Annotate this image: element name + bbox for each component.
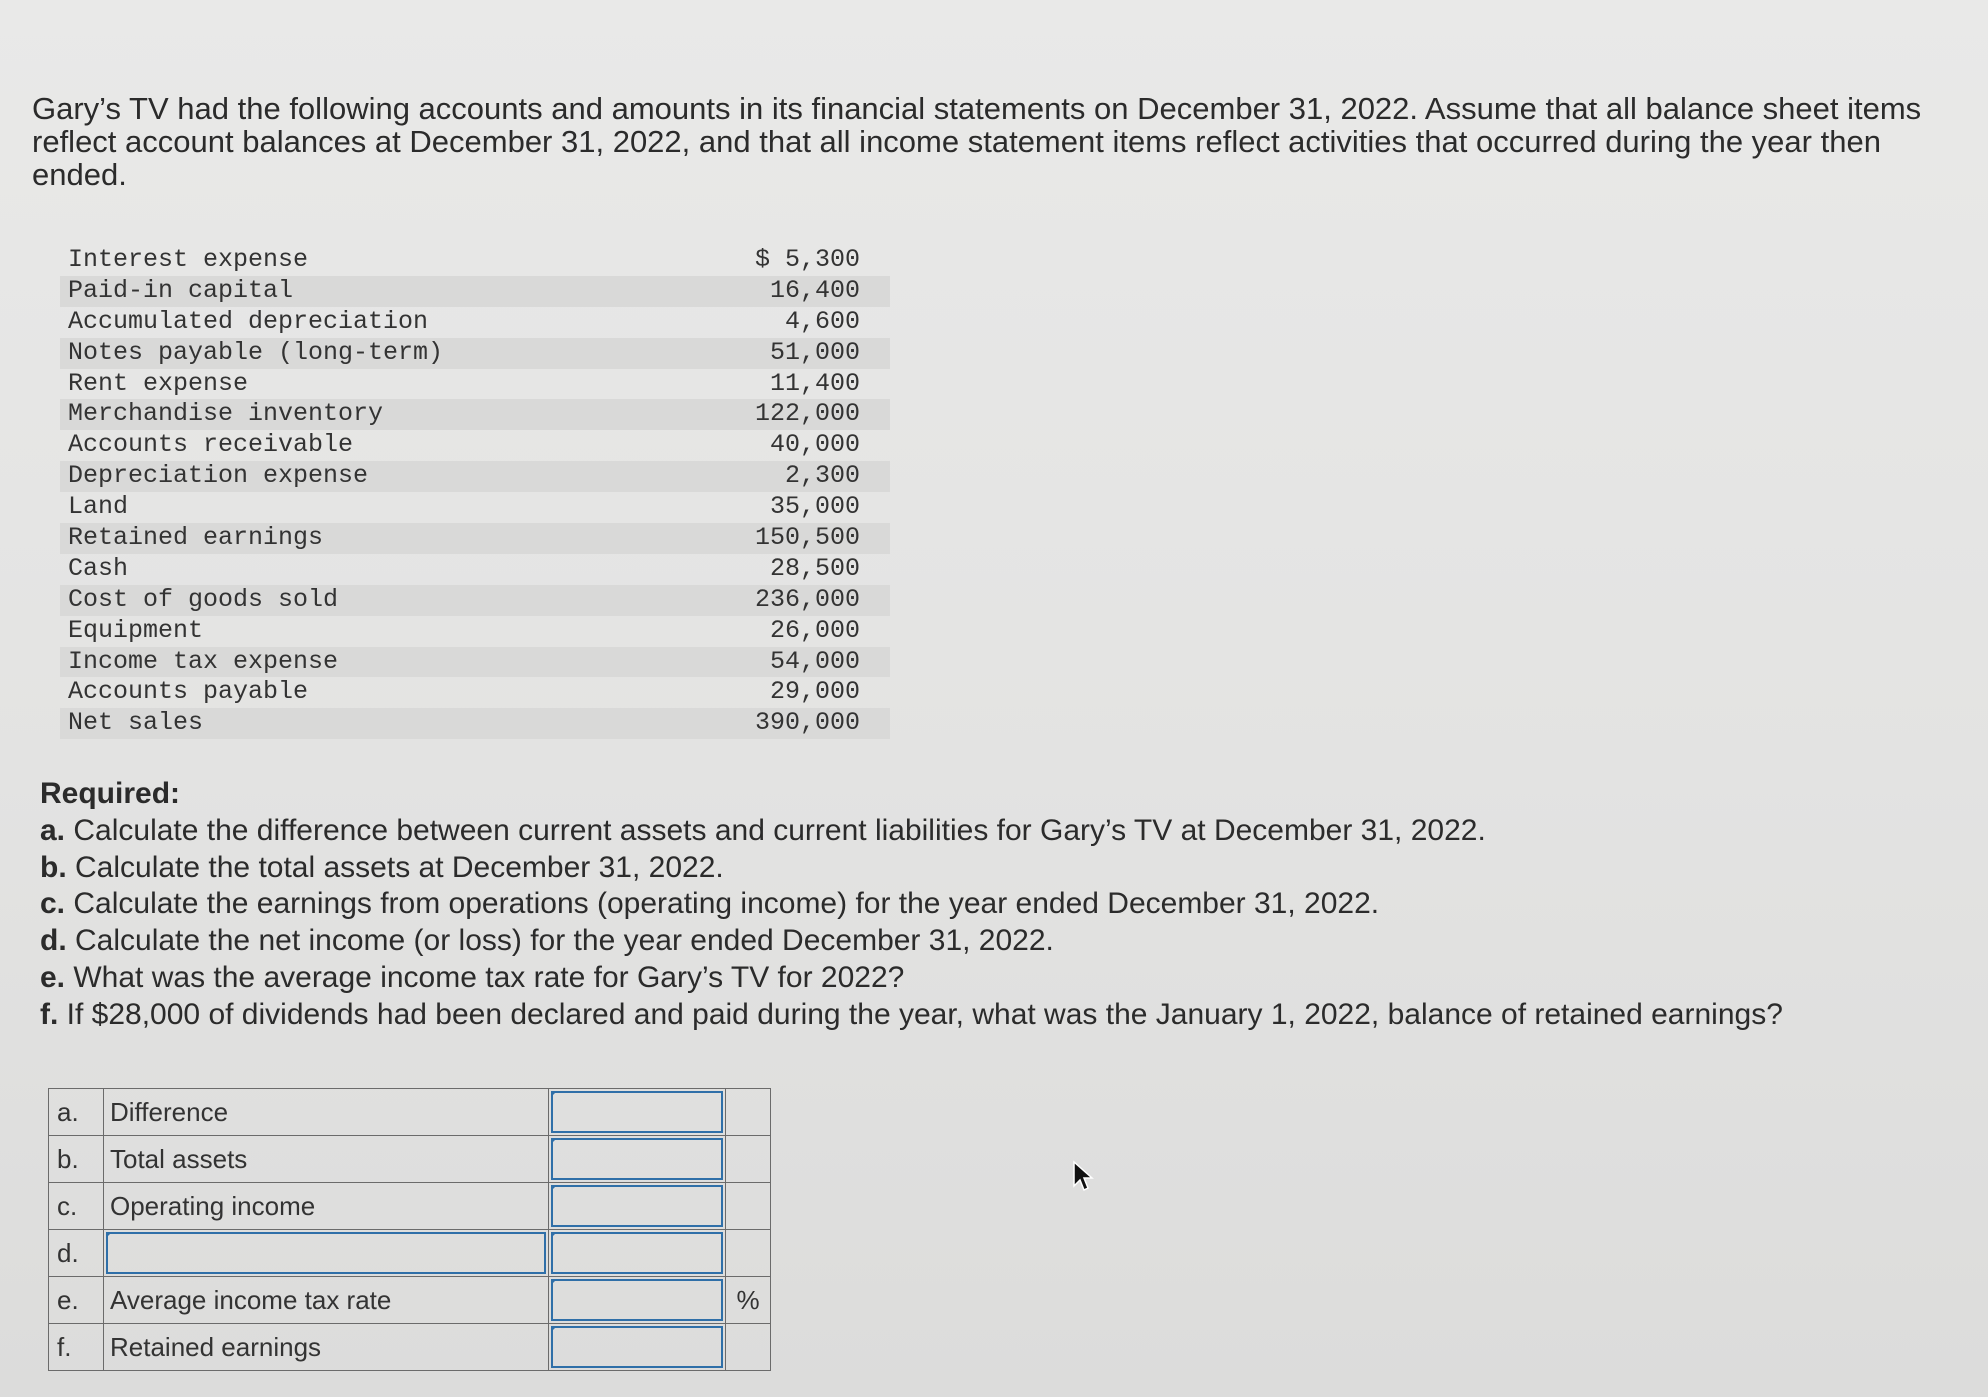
- answer-row-c: [49, 1183, 771, 1230]
- account-amount: 150,500: [754, 523, 860, 553]
- answer-unit: [726, 1230, 771, 1277]
- input-box[interactable]: [551, 1232, 723, 1274]
- answer-row-e: [49, 1277, 771, 1324]
- answer-unit: [726, 1324, 771, 1371]
- requirement-text: Calculate the total assets at December 31, 2022.: [66, 850, 724, 884]
- account-row: [60, 523, 890, 554]
- requirement-text: What was the average income tax rate for Gary’s TV for 2022?: [65, 960, 905, 994]
- account-amount: 54,000: [769, 646, 860, 676]
- input-marker-icon: [551, 1232, 557, 1238]
- requirement-item: [40, 886, 1960, 923]
- requirement-letter: b.: [40, 850, 67, 884]
- label-box[interactable]: [106, 1232, 546, 1274]
- account-row: [60, 338, 890, 369]
- input-marker-icon: [551, 1279, 557, 1285]
- net-income-input[interactable]: [549, 1230, 726, 1277]
- account-name: Accounts payable: [68, 677, 309, 707]
- account-row: [60, 245, 890, 276]
- answer-letter: c.: [49, 1183, 104, 1230]
- account-name: Merchandise inventory: [68, 399, 384, 429]
- operating-income-input[interactable]: [549, 1183, 726, 1230]
- input-marker-icon: [551, 1185, 557, 1191]
- input-box[interactable]: [551, 1326, 723, 1368]
- answer-letter: e.: [49, 1277, 104, 1324]
- account-amount: 236,000: [754, 584, 860, 614]
- requirement-letter: e.: [40, 960, 66, 994]
- requirement-text: Calculate the difference between current assets and current liabilities for Gary’s TV at December 31, 2022.: [65, 813, 1486, 847]
- requirement-item: [40, 850, 1960, 887]
- retained-earnings-input[interactable]: [549, 1324, 726, 1371]
- account-amount: 2,300: [784, 461, 860, 491]
- account-amount: $ 5,300: [754, 245, 860, 274]
- account-amount: 29,000: [769, 677, 860, 707]
- percent-unit: %: [726, 1277, 771, 1324]
- account-row: [60, 461, 890, 492]
- input-marker-icon: [551, 1091, 557, 1097]
- requirement-letter: a.: [40, 813, 66, 847]
- account-row: [60, 554, 890, 585]
- tax-rate-input[interactable]: [549, 1277, 726, 1324]
- account-name: Equipment: [68, 615, 204, 645]
- account-name: Interest expense: [68, 245, 309, 274]
- account-name: Cash: [68, 553, 129, 583]
- answer-label: Operating income: [104, 1183, 549, 1230]
- account-row: [60, 492, 890, 523]
- answer-label: Average income tax rate: [104, 1277, 549, 1324]
- problem-intro: Gary’s TV had the following accounts and amounts in its financial statements on December 31, 2022. Assume that all balance sheet items reflect account balances at December 31, 2022, and that all income statement items reflect activities that occurred during the year then ended.: [32, 91, 1922, 192]
- requirement-letter: d.: [40, 924, 67, 958]
- account-name: Rent expense: [68, 368, 249, 398]
- input-marker-icon: [551, 1138, 557, 1144]
- answer-label: Retained earnings: [104, 1324, 549, 1371]
- input-box[interactable]: [551, 1185, 723, 1227]
- account-amount: 51,000: [769, 337, 860, 367]
- account-row: [60, 369, 890, 400]
- net-income-label-dropdown[interactable]: [104, 1230, 549, 1277]
- answer-table: [48, 1088, 771, 1371]
- answer-unit: [726, 1183, 771, 1230]
- account-row: [60, 585, 890, 616]
- account-amount: 40,000: [769, 430, 860, 460]
- input-marker-icon: [551, 1326, 557, 1332]
- account-row: [60, 677, 890, 708]
- accounts-list: [60, 245, 890, 739]
- account-row: [60, 276, 890, 307]
- account-name: Accounts receivable: [68, 430, 354, 460]
- answer-unit: [726, 1136, 771, 1183]
- account-amount: 11,400: [769, 368, 860, 398]
- account-amount: 16,400: [769, 275, 860, 305]
- account-amount: 122,000: [754, 399, 860, 429]
- account-name: Accumulated depreciation: [68, 306, 429, 336]
- account-name: Cost of goods sold: [68, 584, 339, 614]
- requirement-text: If $28,000 of dividends had been declared and paid during the year, what was the January 1, 2022, balance of retained earnings?: [58, 997, 1783, 1031]
- account-name: Paid-in capital: [68, 275, 294, 305]
- account-row: [60, 708, 890, 739]
- dropdown-marker-icon: [106, 1232, 112, 1238]
- account-name: Retained earnings: [68, 523, 324, 553]
- input-box[interactable]: [551, 1138, 723, 1180]
- account-amount: 390,000: [754, 708, 860, 738]
- answer-row-b: [49, 1136, 771, 1183]
- account-amount: 26,000: [769, 615, 860, 645]
- requirement-letter: c.: [40, 887, 66, 921]
- difference-input[interactable]: [549, 1089, 726, 1136]
- answer-row-f: [49, 1324, 771, 1371]
- account-name: Depreciation expense: [68, 461, 369, 491]
- account-name: Notes payable (long-term): [68, 337, 444, 367]
- requirement-item: [40, 997, 1960, 1034]
- requirement-item: [40, 960, 1960, 997]
- required-section: [40, 776, 1960, 1034]
- answer-label: Difference: [104, 1089, 549, 1136]
- account-row: [60, 307, 890, 338]
- total-assets-input[interactable]: [549, 1136, 726, 1183]
- answer-letter: d.: [49, 1230, 104, 1277]
- account-amount: 4,600: [784, 306, 860, 336]
- answer-label: Total assets: [104, 1136, 549, 1183]
- account-row: [60, 647, 890, 678]
- answer-row-a: [49, 1089, 771, 1136]
- account-amount: 28,500: [769, 553, 860, 583]
- account-row: [60, 399, 890, 430]
- requirement-item: [40, 813, 1960, 850]
- answer-unit: [726, 1089, 771, 1136]
- account-name: Land: [68, 492, 129, 522]
- input-box[interactable]: [551, 1091, 723, 1133]
- requirement-text: Calculate the earnings from operations (operating income) for the year ended December 31, 2022.: [65, 887, 1380, 921]
- answer-row-d: [49, 1230, 771, 1277]
- answer-letter: a.: [49, 1089, 104, 1136]
- account-row: [60, 616, 890, 647]
- account-name: Income tax expense: [68, 646, 339, 676]
- mouse-pointer-icon: [1072, 1160, 1094, 1192]
- requirement-item: [40, 923, 1960, 960]
- requirement-letter: f.: [40, 997, 59, 1031]
- input-box[interactable]: [551, 1279, 723, 1321]
- required-heading: Required:: [40, 777, 181, 810]
- account-name: Net sales: [68, 708, 204, 738]
- account-row: [60, 430, 890, 461]
- account-amount: 35,000: [769, 492, 860, 522]
- requirement-text: Calculate the net income (or loss) for the year ended December 31, 2022.: [66, 924, 1054, 958]
- answer-letter: f.: [49, 1324, 104, 1371]
- answer-letter: b.: [49, 1136, 104, 1183]
